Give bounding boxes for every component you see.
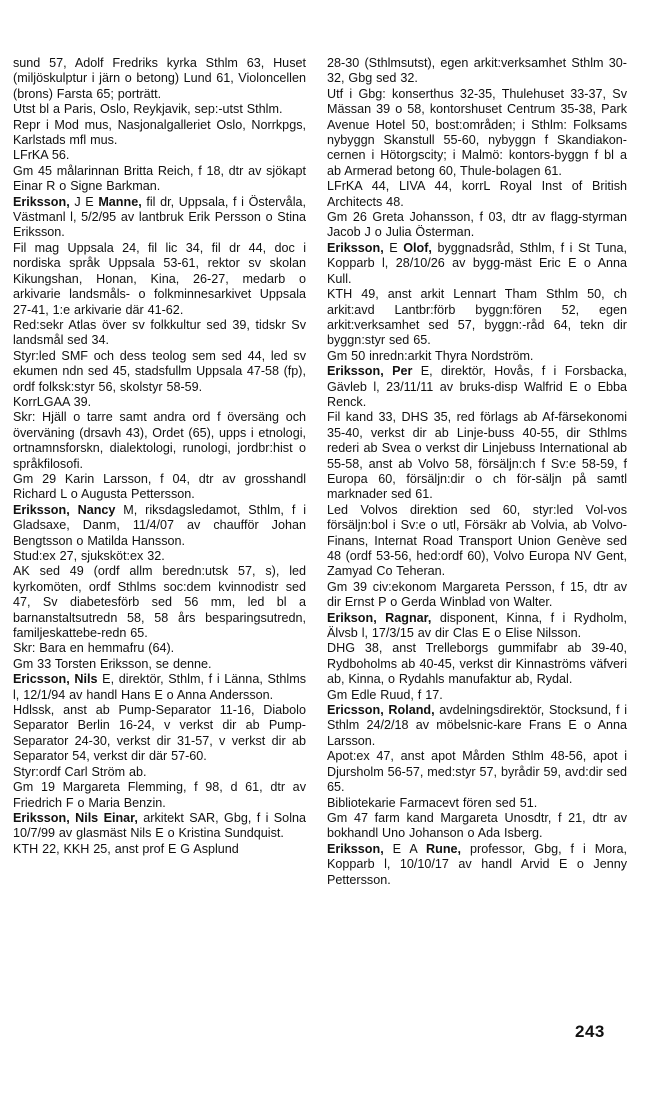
- paragraph-text: Led Volvos direktion sed 60, styr:led Vol-vos försäljn:bol i Sv:e o utl, Försäkr ab Volvia, ab Volvo-Finans, Internat Road Transport Union Genève sed 48 (ordf 53-56, hed:ordf 60), Volvo Europa NV Gent, Zamyad Co Teheran.: [327, 502, 627, 579]
- paragraph-text: avdelningsdirektör, Stocksund, f i Sthlm 24/2/18 av möbelsnic-kare Frans E o Anna Larsson.: [327, 703, 627, 748]
- right-column: [327, 56, 627, 888]
- biography-entry: [13, 503, 306, 549]
- left-column: [13, 56, 306, 857]
- paragraph-text: Gm 29 Karin Larsson, f 04, dtr av grosshandl Richard L o Augusta Pettersson.: [13, 471, 306, 502]
- paragraph-text: Utst bl a Paris, Oslo, Reykjavik, sep:-utst Sthlm.: [13, 102, 283, 117]
- paragraph-text: 28-30 (Sthlmsutst), egen arkit:verksamhet Sthlm 30-32, Gbg sed 32.: [327, 56, 627, 86]
- paragraph-text: Utf i Gbg: konserthus 32-35, Thulehuset 33-37, Sv Mässan 39 o 58, kontorshuset Centrum 35-38, Park Avenue Hotel 50, bost:områden; i Sthlm: Folksams nybyggn Skanstull 55-60, nybyggn f Skandiakon-cernen i Hötorgscity; i Malmö: kontors-byggn f bl a ab Armerad betong 60, Thule-bolagen 61.: [327, 86, 627, 178]
- entry-surname: Eriksson,: [327, 841, 384, 856]
- paragraph-text: disponent, Kinna, f i Rydholm, Älvsb l, 17/3/15 av dir Clas E o Elise Nilsson.: [327, 610, 627, 641]
- entry-paragraph: [327, 811, 627, 842]
- entry-paragraph: [13, 549, 306, 564]
- entry-surname: Eriksson,: [327, 240, 384, 255]
- entry-paragraph: [327, 349, 627, 364]
- page-number: 243: [575, 1022, 605, 1041]
- entry-surname: Eriksson,: [327, 364, 384, 379]
- biography-entry: [327, 241, 627, 287]
- paragraph-text: professor, Gbg, f i Mora, Kopparb l, 10/10/17 av handl Arvid E o Jenny Pettersson.: [327, 841, 627, 887]
- paragraph-text: Styr:ordf Carl Ström ab.: [13, 764, 147, 779]
- paragraph-text: Gm 26 Greta Johansson, f 03, dtr av flagg-styrman Jacob J o Julia Österman.: [327, 210, 627, 240]
- paragraph-text: Gm 39 civ:ekonom Margareta Persson, f 15, dtr av dir Ernst P o Gerda Winblad von Walter.: [327, 579, 627, 610]
- entry-given-name: Ragnar,: [385, 610, 432, 625]
- paragraph-text: Repr i Mod mus, Nasjonalgalleriet Oslo, Norrkpgs, Karlstads mfl mus.: [13, 117, 306, 148]
- entry-paragraph: [13, 148, 306, 163]
- entry-surname: Erikson,: [327, 610, 377, 625]
- entry-initials: E A: [383, 841, 427, 856]
- paragraph-text: KTH 49, anst arkit Lennart Tham Sthlm 50, ch arkit:avd Lantbr:förb byggn:fören 52, egen arkit:verksamhet sed 57, byggn:-råd 64, tekn dir byggn:styr sed 65.: [327, 287, 627, 348]
- entry-initials: E: [383, 240, 404, 255]
- entry-paragraph: [13, 472, 306, 503]
- entry-paragraph: [13, 641, 306, 656]
- entry-paragraph: [327, 796, 627, 811]
- entry-initials: [70, 503, 78, 517]
- entry-given-name: Olof,: [403, 240, 432, 255]
- entry-paragraph: [13, 657, 306, 672]
- paragraph-text: Gm 19 Margareta Flemming, f 98, d 61, dtr av Friedrich F o Maria Benzin.: [13, 780, 306, 810]
- entry-paragraph: [13, 410, 306, 472]
- entry-given-name: Rune,: [426, 841, 462, 856]
- biography-entry: [327, 364, 627, 410]
- paragraph-text: M, riksdagsledamot, Sthlm, f i Gladsaxe, Danm, 11/4/07 av chaufför Johan Bengtsson o Matilda Hansson.: [13, 502, 306, 548]
- entry-paragraph: [327, 179, 627, 210]
- paragraph-text: Gm 45 målarinnan Britta Reich, f 18, dtr av sjökapt Einar R o Signe Barkman.: [13, 163, 306, 194]
- paragraph-text: Fil mag Uppsala 24, fil lic 34, fil dr 44, doc i nordiska språk Uppsala 53-61, rektor sv skolan Kikungshan, Honan, Kina, 26-27, medarb o arkivarie landsmåls- o folkminnesarkivet Uppsala 27-41, 1:e arkivarie där 41-62.: [13, 240, 306, 317]
- entry-paragraph: [13, 395, 306, 410]
- paragraph-text: fil dr, Uppsala, f i Östervåla, Västmanl l, 5/2/95 av lantbruk Erik Persson o Stina Eriksson.: [13, 194, 306, 240]
- entry-surname: Eriksson,: [13, 502, 70, 517]
- entry-paragraph: [13, 564, 306, 641]
- entry-paragraph: [327, 688, 627, 703]
- entry-paragraph: [327, 641, 627, 687]
- entry-initials: [384, 364, 392, 378]
- paragraph-text: Hdlssk, anst ab Pump-Separator 11-16, Diabolo Separator Berlin 16-24, v verkst dir ab Pump-Separator 24-30, verkst dir 31-57, v verkst dir ab Separator 54, verkst dir där 57-60.: [13, 703, 306, 764]
- biography-entry: [13, 672, 306, 703]
- biography-entry: [327, 611, 627, 642]
- biography-entry: [13, 811, 306, 842]
- entry-surname: Eriksson,: [13, 194, 70, 209]
- paragraph-text: LFrKA 44, LIVA 44, korrL Royal Inst of British Architects 48.: [327, 179, 627, 209]
- paragraph-text: AK sed 49 (ordf allm beredn:utsk 57, s), led kyrkomöten, ordf Sthlms soc:dem kvinnodistr sed 47, Sv diabetesförb sed 56 mm, led bl a barnanstaltsutredn 58, 58 års besparingsutredn, familjeskattebe-redn 65.: [13, 564, 306, 641]
- entry-given-name: Manne,: [98, 194, 142, 209]
- entry-paragraph: [327, 410, 627, 502]
- paragraph-text: KorrLGAA 39.: [13, 394, 92, 409]
- entry-paragraph: [13, 118, 306, 149]
- entry-paragraph: [13, 842, 306, 857]
- entry-given-name: Nils Einar,: [75, 810, 138, 825]
- paragraph-text: Apot:ex 47, anst apot Mården Sthlm 48-56, apot i Djursholm 56-57, med:styr 57, byrådir 59, avd:dir sed 65.: [327, 749, 627, 795]
- entry-paragraph: [327, 56, 627, 87]
- paragraph-text: Gm 33 Torsten Eriksson, se denne.: [13, 656, 212, 671]
- paragraph-text: Red:sekr Atlas över sv folkkultur sed 39, tidskr Sv landsmål sed 34.: [13, 317, 306, 348]
- entry-paragraph: [327, 87, 627, 179]
- paragraph-text: sund 57, Adolf Fredriks kyrka Sthlm 63, Huset (miljöskulptur i järn o betong) Lund 61, Violoncellen (brons) Farsta 65; porträtt.: [13, 56, 306, 101]
- paragraph-text: Styr:led SMF och dess teolog sem sed 44, led sv ekumen ndn sed 45, stadsfullm Uppsala 47-58 (fp), ordf folksk:styr 56, skolstyr 58-59.: [13, 348, 306, 394]
- entry-paragraph: [327, 287, 627, 349]
- entry-surname: Ericsson,: [327, 703, 384, 718]
- paragraph-text: DHG 38, anst Trelleborgs gummifabr ab 39-40, Rydboholms ab 40-45, verkst dir Kinnaströms väfveri ab, Kinna, o Rydahls manufaktur ab, Rydal.: [327, 641, 627, 687]
- paragraph-text: Fil kand 33, DHS 35, red förlags ab Af-färsekonomi 35-40, verkst dir ab Linje-buss 40-55, dir Sthlms rederi ab Svea o verkst dir Linjebuss International ab 55-58, anst ab Volvo 58, försäljn:ch f Sv:e 58-59, f Europa 60, försäljn:dir o ch för-säljn på samtl marknader sed 61.: [327, 410, 627, 502]
- entry-paragraph: [327, 503, 627, 580]
- biography-entry: [327, 842, 627, 888]
- entry-paragraph: [13, 780, 306, 811]
- entry-paragraph: [327, 210, 627, 241]
- paragraph-text: arkitekt SAR, Gbg, f i Solna 10/7/99 av glasmäst Nils E o Kristina Sundquist.: [13, 810, 306, 841]
- entry-paragraph: [13, 349, 306, 395]
- paragraph-text: E, direktör, Hovås, f i Forsbacka, Gävleb l, 23/11/11 av bruks-disp Walfrid E o Ebba Renck.: [327, 364, 627, 409]
- entry-given-name: Per: [392, 364, 413, 379]
- paragraph-text: byggnadsråd, Sthlm, f i St Tuna, Kopparb l, 28/10/26 av bygg-mäst Eric E o Anna Kull.: [327, 240, 628, 286]
- biography-entry: [13, 195, 306, 241]
- paragraph-text: Stud:ex 27, sjuksköt:ex 32.: [13, 549, 165, 563]
- paragraph-text: Gm 47 farm kand Margareta Unosdtr, f 21, dtr av bokhandl Uno Johanson o Ada Isberg.: [327, 810, 627, 841]
- entry-surname: Ericsson,: [13, 672, 70, 687]
- entry-paragraph: [13, 56, 306, 102]
- entry-initials: [377, 611, 385, 625]
- entry-paragraph: [13, 765, 306, 780]
- entry-paragraph: [327, 749, 627, 795]
- entry-given-name: Roland,: [388, 703, 435, 718]
- entry-initials: J E: [69, 194, 99, 209]
- paragraph-text: Skr: Hjäll o tarre samt andra ord f översäng och överväning (drsavh 43), Ordet (65), upps i etnologi, ortnamnsforskn, dialektologi, runologi, jordbr:hist o språkfilosofi.: [13, 410, 306, 471]
- paragraph-text: LFrKA 56.: [13, 148, 70, 163]
- entry-surname: Eriksson,: [13, 810, 70, 825]
- entry-given-name: Nils: [74, 672, 98, 687]
- paragraph-text: Skr: Bara en hemmafru (64).: [13, 641, 175, 656]
- entry-paragraph: [13, 241, 306, 318]
- paragraph-text: Gm 50 inredn:arkit Thyra Nordström.: [327, 348, 534, 363]
- entry-paragraph: [13, 703, 306, 765]
- paragraph-text: Bibliotekarie Farmacevt fören sed 51.: [327, 795, 538, 810]
- paragraph-text: KTH 22, KKH 25, anst prof E G Asplund: [13, 841, 239, 856]
- entry-paragraph: [327, 580, 627, 611]
- entry-paragraph: [13, 318, 306, 349]
- paragraph-text: E, direktör, Sthlm, f i Länna, Sthlms l, 12/1/94 av handl Hans E o Anna Andersson.: [13, 672, 306, 702]
- entry-paragraph: [13, 102, 306, 117]
- entry-paragraph: [13, 164, 306, 195]
- paragraph-text: Gm Edle Ruud, f 17.: [327, 687, 443, 702]
- entry-given-name: Nancy: [77, 502, 116, 517]
- biography-entry: [327, 703, 627, 749]
